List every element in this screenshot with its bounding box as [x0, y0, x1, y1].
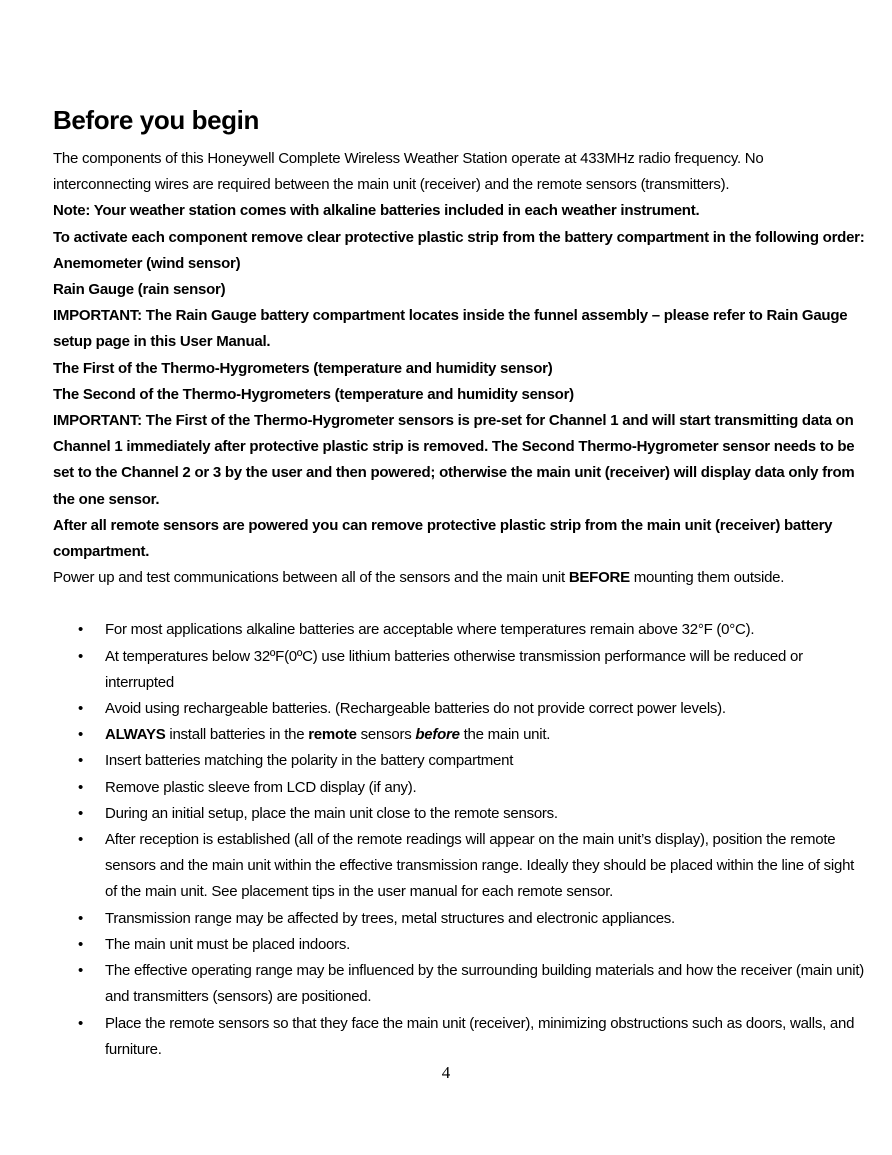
- bullet-icon: •: [78, 935, 84, 953]
- bullet-icon: •: [78, 804, 84, 822]
- after-sensors-paragraph: After all remote sensors are powered you can remove protective plastic strip from the main unit (receiver) battery compartment.: [53, 516, 833, 561]
- list-item: [53, 1011, 865, 1063]
- powerup-text-post: mounting them outside.: [629, 569, 785, 587]
- emphasis-before: before: [415, 726, 460, 744]
- bullet-icon: •: [78, 700, 84, 718]
- list-item: [53, 801, 865, 827]
- bullet-icon: •: [78, 1014, 84, 1032]
- powerup-paragraph: [53, 565, 865, 591]
- order-item-anemometer: Anemometer (wind sensor): [53, 254, 241, 272]
- order-item-second-thermo: The Second of the Thermo-Hygrometers (temperature and humidity sensor): [53, 385, 574, 403]
- spacer: [53, 591, 865, 617]
- list-item: [53, 775, 865, 801]
- page-title: Before you begin: [53, 105, 259, 135]
- bullet-icon: •: [78, 726, 84, 744]
- list-item-text: Transmission range may be affected by trees, metal structures and electronic appliances.: [105, 909, 675, 927]
- bullet-icon: •: [78, 962, 84, 980]
- bullet-icon: •: [78, 778, 84, 796]
- bullet-icon: •: [78, 752, 84, 770]
- intro-paragraph: The components of this Honeywell Complete Wireless Weather Station operate at 433MHz radio frequency. No interconnecting wires are required between the main unit (receiver) and the remote sensors (transmitters).: [53, 150, 764, 194]
- list-item-text: install batteries in the: [165, 726, 309, 744]
- note-paragraph: Note: Your weather station comes with alkaline batteries included in each weather instrument.: [53, 202, 700, 220]
- important-thermo-channels: IMPORTANT: The First of the Thermo-Hygrometer sensors is pre-set for Channel 1 and will start transmitting data on Channel 1 immediately after protective plastic strip is removed. The Second Thermo-Hygrometer sensor needs to be set to the Channel 2 or 3 by the user and then powered; otherwise the main unit (receiver) will display data only from the one sensor.: [53, 412, 855, 508]
- bullet-icon: •: [78, 831, 84, 849]
- emphasis-remote: remote: [308, 726, 357, 744]
- list-item-text: sensors: [356, 726, 416, 744]
- list-item-text: Insert batteries matching the polarity in the battery compartment: [105, 752, 514, 770]
- activate-instruction: To activate each component remove clear protective plastic strip from the battery compartment in the following order:: [53, 228, 865, 246]
- list-item-text: During an initial setup, place the main unit close to the remote sensors.: [105, 804, 558, 822]
- bullet-icon: •: [78, 647, 84, 665]
- list-item-text: the main unit.: [459, 726, 551, 744]
- page-number: 4: [441, 1063, 451, 1082]
- list-item-text: The effective operating range may be influenced by the surrounding building materials and how the receiver (main unit) and transmitters (sensors) are positioned.: [105, 962, 865, 1006]
- list-item-text: For most applications alkaline batteries are acceptable where temperatures remain above 32°F (0°C).: [105, 621, 755, 639]
- list-item: [53, 722, 865, 748]
- list-item-text: The main unit must be placed indoors.: [105, 935, 351, 953]
- emphasis-always: ALWAYS: [105, 726, 166, 744]
- list-item: [53, 644, 865, 696]
- list-item: [53, 696, 865, 722]
- list-item: [53, 617, 865, 643]
- list-item-text: After reception is established (all of the remote readings will appear on the main unit’s display), position the remote sensors and the main unit within the effective transmission range. Ideally they should be placed within the line of sight of the main unit. See placement tips in the user manual for each remote sensor.: [105, 831, 855, 901]
- list-item-text: Place the remote sensors so that they face the main unit (receiver), minimizing obstructions such as doors, walls, and furniture.: [105, 1014, 855, 1058]
- list-item: [53, 906, 865, 932]
- order-item-first-thermo: The First of the Thermo-Hygrometers (temperature and humidity sensor): [53, 359, 553, 377]
- list-item-text: At temperatures below 32ºF(0ºC) use lithium batteries otherwise transmission performance will be reduced or interrupted: [105, 647, 803, 691]
- list-item: [53, 748, 865, 774]
- bullet-icon: •: [78, 621, 84, 639]
- bullet-icon: •: [78, 909, 84, 927]
- list-item: [53, 827, 865, 906]
- document-page: [53, 104, 865, 1063]
- powerup-text-bold: BEFORE: [568, 569, 630, 587]
- important-rain-gauge: IMPORTANT: The Rain Gauge battery compartment locates inside the funnel assembly – please refer to Rain Gauge setup page in this User Manual.: [53, 307, 848, 351]
- list-item-text: Remove plastic sleeve from LCD display (if any).: [105, 778, 417, 796]
- powerup-text-pre: Power up and test communications between all of the sensors and the main unit: [53, 569, 569, 587]
- list-item: [53, 932, 865, 958]
- tips-list: [53, 617, 865, 1062]
- order-item-rain-gauge: Rain Gauge (rain sensor): [53, 281, 226, 299]
- list-item-text: Avoid using rechargeable batteries. (Rechargeable batteries do not provide correct power levels).: [105, 700, 726, 718]
- list-item: [53, 958, 865, 1010]
